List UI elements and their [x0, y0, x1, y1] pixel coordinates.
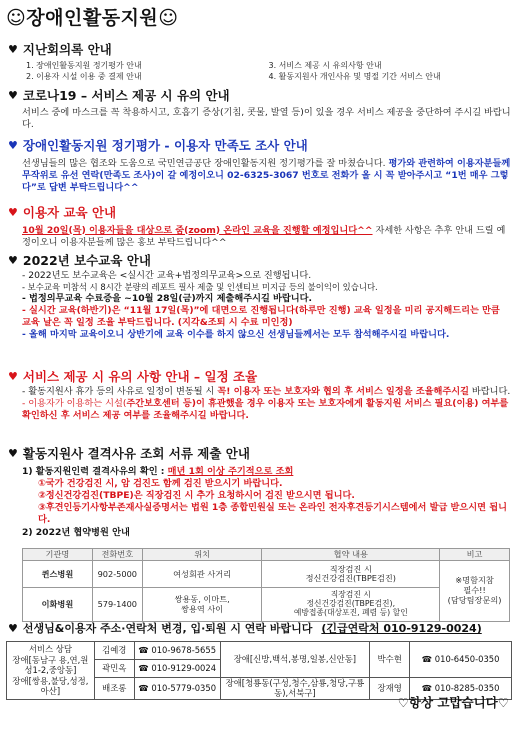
highlight-text: 주간보호센터 등)이 휴관했을 경우 이용자 또는 보호자에게 활동지원 서비스 필요(이용) 여부를 확인하신 후 서비스 제공 여부를 조율해주시길 바랍니다. — [22, 397, 509, 421]
table-header-row — [23, 549, 510, 561]
heart-icon: ♥ — [8, 88, 18, 102]
staff-phone: 010-9129-0024 — [151, 662, 217, 673]
list-item: - 이용자가 이용하는 시설( — [22, 397, 127, 409]
area-label: 장애[쌍용,불당,성정,아산] — [12, 675, 89, 697]
list-item: 2. 이용자 시설 이용 중 결제 안내 — [26, 72, 142, 82]
list-item: 2) 2022년 협약병원 안내 — [22, 527, 130, 539]
table-cell: 이화병원 — [23, 588, 93, 622]
heart-icon: ♥ — [8, 446, 18, 460]
section-heading: 서비스 제공 시 유의 사항 안내 – 일정 조율 — [22, 369, 258, 384]
section-heading: 선생님&이용자 주소·연락처 변경, 입·퇴원 시 연락 바랍니다 — [22, 622, 313, 635]
highlight-text: 매년 1회 이상 주기적으로 조회 — [167, 465, 294, 477]
emergency-contact: (긴급연락처 010-9129-0024) — [321, 622, 482, 635]
section-user-education — [8, 205, 511, 249]
column-header: 협약 내용 — [262, 549, 440, 561]
table-cell: 퀸스병원 — [23, 561, 93, 588]
footer-thanks: ♡항상 고맙습니다♡ — [397, 695, 509, 710]
staff-name: 곽민옥 — [94, 660, 134, 678]
list-item: ①국가 건강검진 시, 암 검진도 함께 검진 받으시기 바랍니다. — [38, 477, 283, 489]
section-heading: 지난회의록 안내 — [22, 42, 112, 57]
list-item: - 실시간 교육(하반기)은 “11월 17일(목)”에 대면으로 진행됩니다(하루만 진행) 교육 일정을 미리 공지해드리는 만큼 교육 날은 꼭 일정 조율 부탁드립니다. (지각&조퇴 시 수료 미인정) — [22, 304, 500, 329]
contact-table — [6, 641, 512, 700]
section-body: 자세한 사항은 추후 안내 드릴 예정이오니 이용자분들께 많은 홍보 부탁드립니다^^ — [22, 224, 506, 248]
table-cell: 쌍용동, 이마트, 쌍용역 사이 — [142, 588, 262, 622]
area-label: 장애[동남구 용,연,원성1-2,중앙동] — [12, 654, 89, 676]
table-cell: 902-5000 — [92, 561, 142, 588]
area-label: 장애[신방,백석,봉명,일봉,신안동] — [220, 642, 370, 678]
phone-icon: ☎ — [421, 653, 435, 664]
highlight-text: 꼭! 이용자 또는 보호자와 협의 후 서비스 일정을 조율해주시길 — [217, 385, 469, 397]
section-previous-minutes — [8, 42, 511, 83]
list-item: 1) 활동지원인력 결격사유의 확인 : — [22, 465, 168, 477]
section-heading: 코로나19 – 서비스 제공 시 유의 안내 — [22, 88, 230, 103]
table-cell: 579-1400 — [92, 588, 142, 622]
highlight-text: 10월 20일(목) 이용자들을 대상으로 줌(zoom) 온라인 교육을 진행할 예정입니다^^ — [22, 224, 373, 236]
staff-name: 김예경 — [94, 642, 134, 660]
table-row — [23, 561, 510, 588]
table-cell: 직장검진 시 정신건강검진(TBPE검진), 예방접종(대상포진, 폐렴 등) 할인 — [262, 588, 440, 622]
staff-phone: 010-9678-5655 — [151, 644, 217, 655]
table-row — [7, 642, 512, 660]
column-header: 기관명 — [23, 549, 93, 561]
column-header: 전화번호 — [92, 549, 142, 561]
list-item: 1. 장애인활동지원 정기평가 안내 — [26, 60, 142, 70]
phone-icon: ☎ — [138, 683, 152, 694]
highlight-text: 평가와 관련하여 이용자분들께 무작위로 유선 연락(만족도 조사)이 갈 예정이오니 02-6325-3067 번호로 전화가 올 시 꼭 받아주시고 “1번 매우 그렇다”로 답변 부탁드립니다^^ — [22, 157, 511, 193]
table-cell: 직장검진 시 정신건강검진(TBPE검진) — [262, 561, 440, 588]
section-heading: 장애인활동지원 정기평가 - 이용자 만족도 조사 안내 — [22, 138, 308, 153]
contact-label: 서비스 상담 — [28, 644, 72, 655]
section-covid — [8, 88, 511, 131]
column-header: 비고 — [440, 549, 510, 561]
section-body: 서비스 중에 마스크를 꼭 착용하시고, 호흡기 증상(기침, 콧물, 발열 등)이 있을 경우 서비스 제공을 중단하여 주시길 바랍니다. — [22, 106, 511, 130]
table-row — [23, 588, 510, 622]
section-training — [8, 253, 511, 341]
staff-phone: 010-6450-0350 — [434, 653, 500, 664]
phone-icon: ☎ — [138, 662, 152, 673]
table-cell: 여성회관 사거리 — [142, 561, 262, 588]
heart-icon: ♥ — [8, 622, 18, 635]
column-header: 위치 — [142, 549, 262, 561]
list-item: - 보수교육 미참석 시 8시간 분량의 레포트 필사 제출 및 인센티브 미지급 등의 불이익이 있습니다. — [22, 281, 378, 292]
section-schedule — [8, 369, 511, 422]
section-heading: 이용자 교육 안내 — [22, 205, 117, 220]
list-item: 4. 활동지원사 개인사유 및 명절 기간 서비스 안내 — [268, 72, 441, 82]
heart-icon: ♥ — [8, 138, 18, 152]
page-title: ☺장애인활동지원☺ — [6, 7, 179, 29]
list-item: 3. 서비스 제공 시 유의사항 안내 — [268, 60, 382, 70]
hospital-table — [22, 548, 510, 622]
staff-phone: 010-5779-0350 — [151, 683, 217, 694]
list-item: 바랍니다. — [468, 385, 511, 397]
list-item: - 2022년도 보수교육은 <실시간 교육+법정의무교육>으로 진행됩니다. — [22, 269, 312, 281]
staff-phone: 010-8285-0350 — [434, 683, 500, 694]
section-contact-change — [8, 622, 511, 637]
list-item: - 법정의무교육 수료증을 ~10월 28일(금)까지 제출해주시길 바랍니다. — [22, 292, 313, 304]
staff-name: 박수현 — [370, 642, 410, 678]
list-item: - 활동지원사 휴가 등의 사유로 일정이 변동될 시 — [22, 385, 218, 397]
heart-icon: ♥ — [8, 253, 18, 267]
phone-icon: ☎ — [421, 683, 435, 694]
list-item: ②정신건강검진(TBPE)은 직장검진 시 추가 요청하시어 검진 받으시면 됩니다. — [38, 489, 355, 501]
area-label: 장애[청룡동(구성,청수,삼룡,청당,구룡동),서북구] — [220, 678, 370, 700]
heart-icon: ♥ — [8, 42, 18, 56]
heart-icon: ♥ — [8, 205, 18, 219]
section-heading: 2022년 보수교육 안내 — [22, 253, 151, 268]
staff-name: 장재영 — [370, 678, 410, 700]
list-item: - 올해 마지막 교육이오니 상반기에 교육 이수를 하지 않으신 선생님들께서는 모두 참석해주시길 바랍니다. — [22, 329, 450, 341]
phone-icon: ☎ — [138, 644, 152, 655]
section-evaluation — [8, 138, 511, 194]
section-heading: 활동지원사 결격사유 조회 서류 제출 안내 — [22, 446, 250, 461]
list-item: ③후견인등기사항부존재사실증명서는 법원 1층 종합민원실 또는 온라인 전자후견등기시스템에서 발급 받으시면 됩니다. — [38, 501, 507, 526]
heart-icon: ♥ — [8, 369, 18, 383]
staff-name: 배조롱 — [94, 678, 134, 700]
section-body: 선생님들의 많은 협조와 도움으로 국민연금공단 장애인활동지원 정기평가를 잘 마쳤습니다. — [22, 157, 389, 169]
table-note: ※명함지참 필수!! (담당팀장문의) — [440, 561, 510, 622]
section-disqualification — [8, 446, 511, 539]
